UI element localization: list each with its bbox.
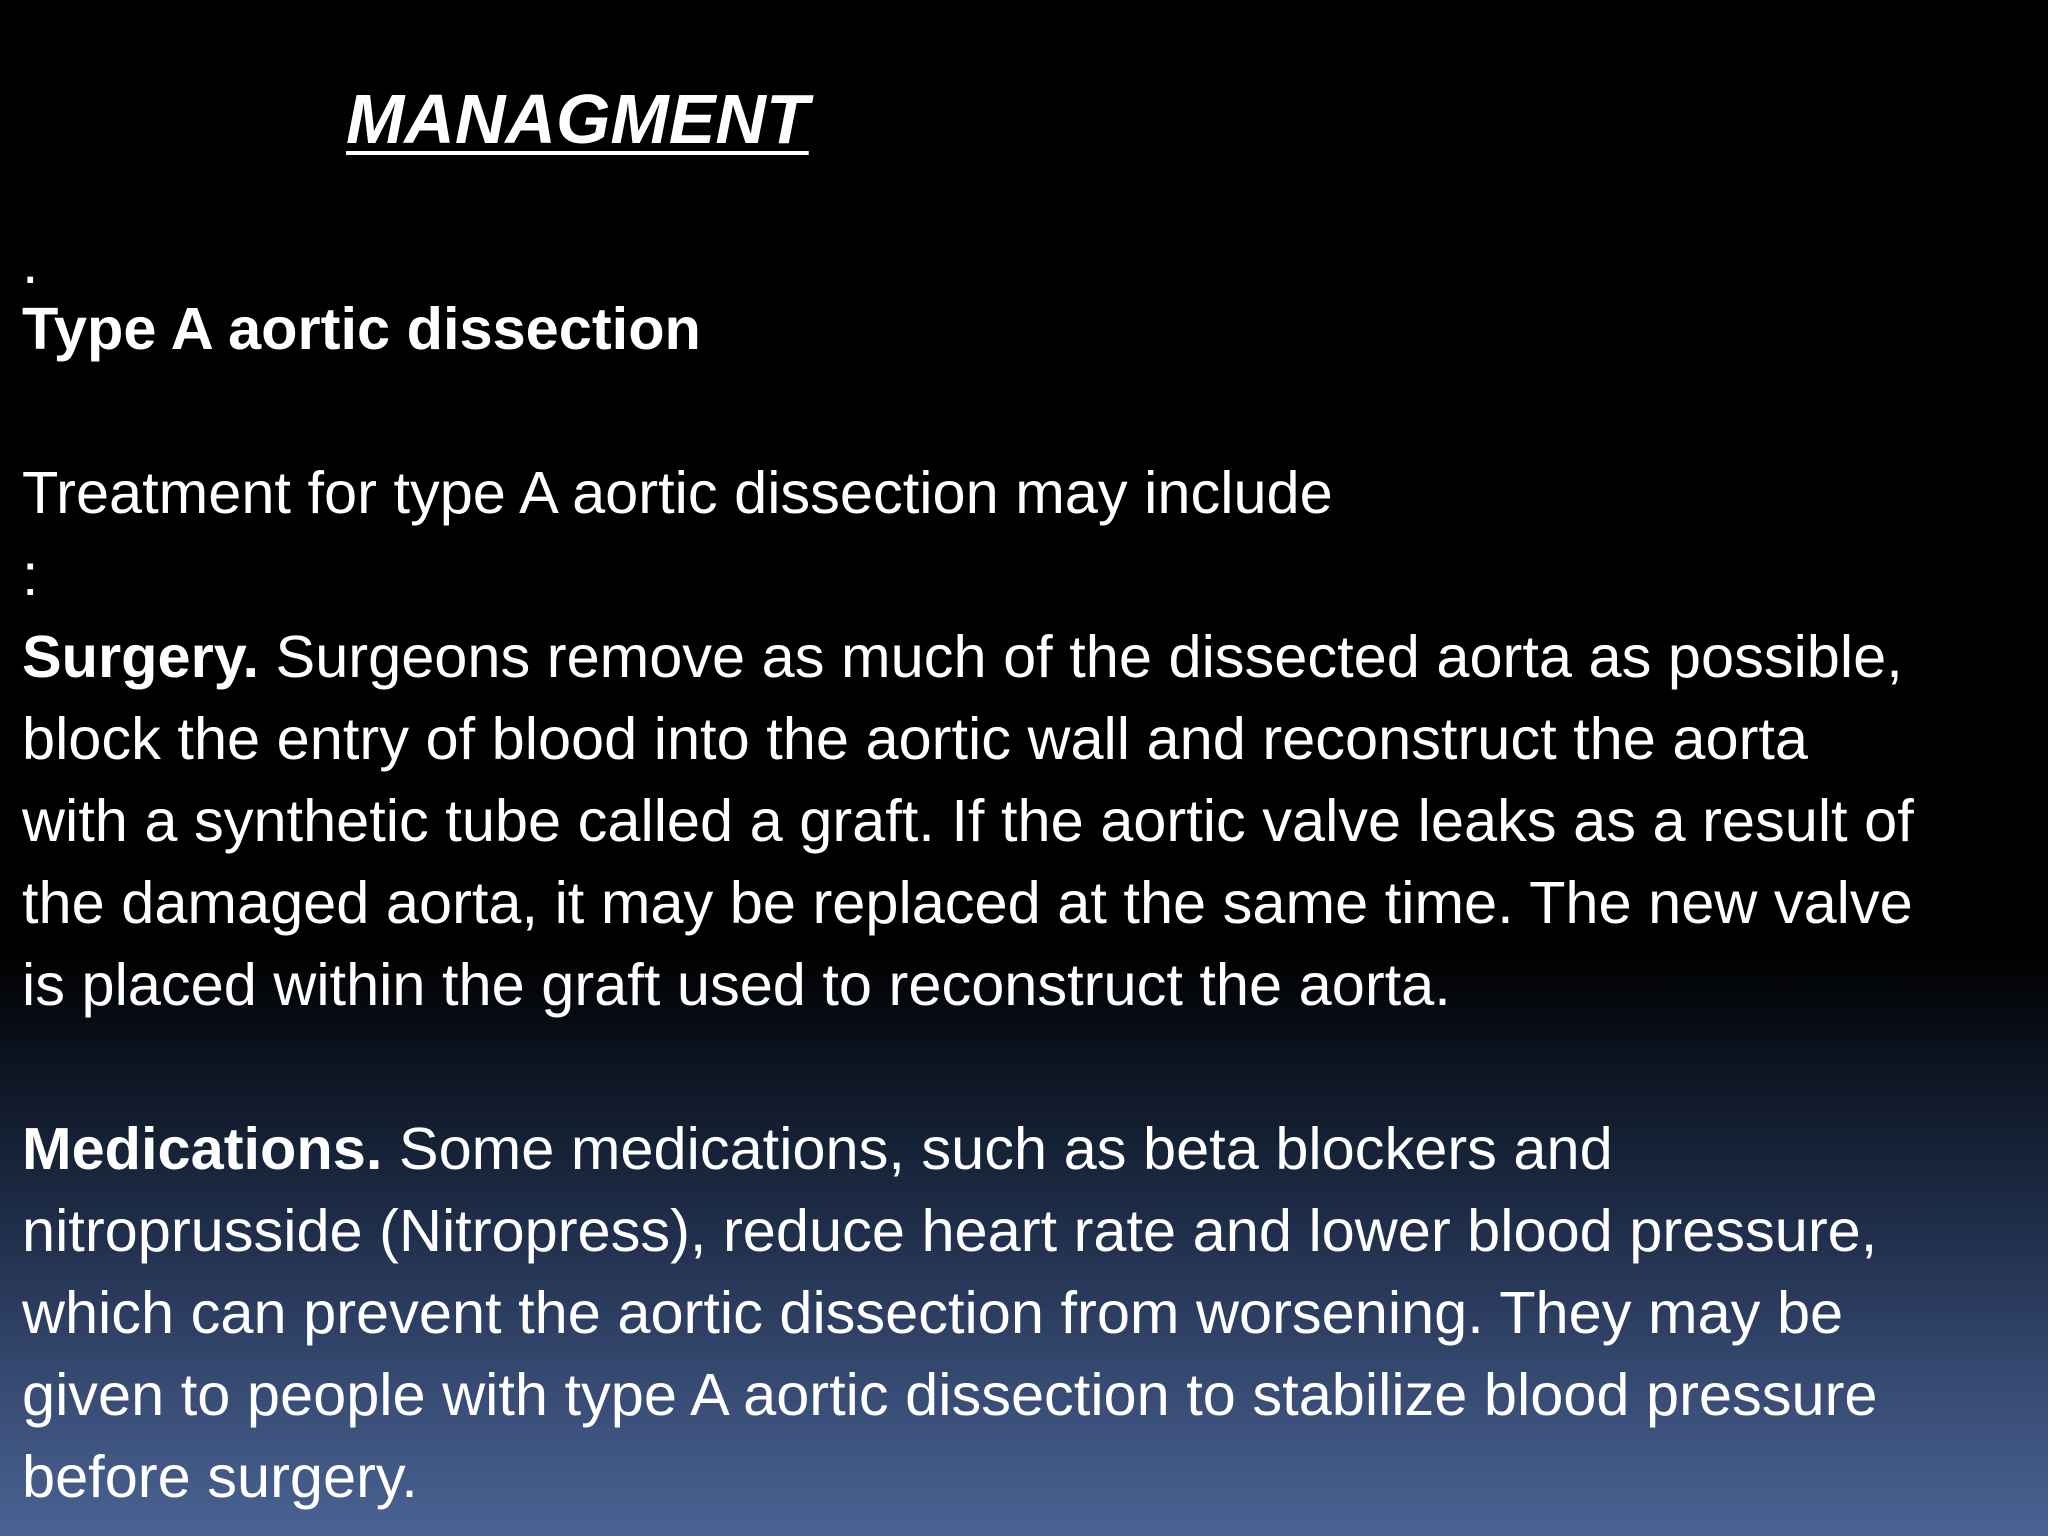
medications-line-1	[22, 1108, 2032, 1190]
medications-line-3: which can prevent the aortic dissection from worsening. They may be	[22, 1279, 1844, 1346]
intro-text: Treatment for type A aortic dissection may include	[22, 459, 1333, 526]
surgery-paragraph	[22, 616, 2032, 1026]
medications-line-5: before surgery.	[22, 1443, 418, 1510]
medications-text-1: Some medications, such as beta blockers and	[382, 1115, 1613, 1182]
medications-paragraph	[22, 1108, 2032, 1518]
medications-line-2: nitroprusside (Nitropress), reduce heart rate and lower blood pressure,	[22, 1197, 1878, 1264]
surgery-line-2: block the entry of blood into the aortic wall and reconstruct the aorta	[22, 705, 1809, 772]
surgery-text-1: Surgeons remove as much of the dissected aorta as possible,	[258, 623, 1903, 690]
slide-title: MANAGMENT	[346, 80, 809, 158]
surgery-label: Surgery.	[22, 623, 259, 690]
surgery-line-4: the damaged aorta, it may be replaced at the same time. The new valve	[22, 869, 1913, 936]
slide-body	[22, 229, 2032, 1518]
spacer	[22, 1026, 2032, 1108]
surgery-line-5: is placed within the graft used to reconstruct the aorta.	[22, 951, 1451, 1018]
surgery-line-3: with a synthetic tube called a graft. If the aortic valve leaks as a result of	[22, 787, 1914, 854]
colon-marker: :	[22, 541, 39, 608]
spacer	[22, 370, 2032, 452]
section-heading: Type A aortic dissection	[22, 295, 701, 362]
medications-line-4: given to people with type A aortic dissection to stabilize blood pressure	[22, 1361, 1878, 1428]
surgery-line-1	[22, 616, 2032, 698]
dot-marker: .	[22, 229, 39, 296]
medications-label: Medications.	[22, 1115, 383, 1182]
